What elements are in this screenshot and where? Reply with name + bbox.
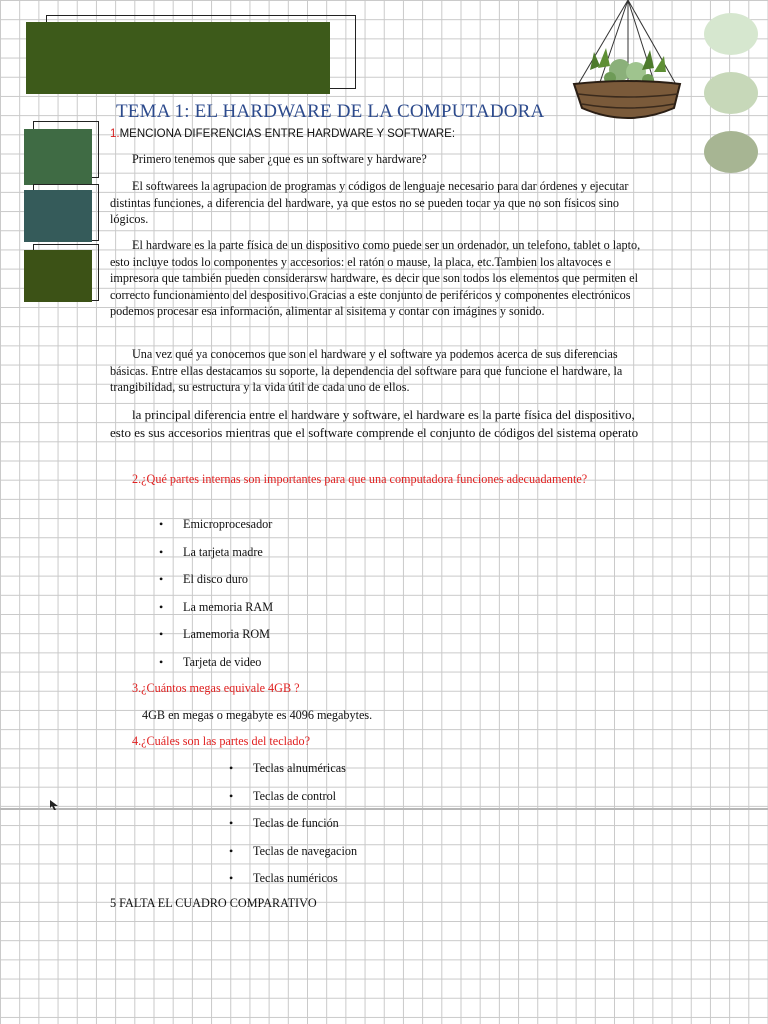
header-green-block — [26, 22, 330, 94]
decor-circle-light — [704, 13, 758, 55]
list-item: • Emicroprocesador — [183, 516, 273, 544]
list-item: • Teclas de navegacion — [253, 843, 357, 871]
page-title: TEMA 1: EL HARDWARE DE LA COMPUTADORA — [116, 101, 545, 122]
paragraph-3: El hardware es la parte física de un dispositivo como puede ser un ordenador, un telefono, tablet o lapto, esto incluye todos lo componentes y accesorios: el ratón o mause, la placa, etc.Tambien los altavoces e impresora que también pueden considerarsw hardware, es decir que son todos los elementos que permiten el correcto funcionamiento del despositivo.Gracias a este conjunto de periféricos y componentes electrónicos podemos procesar esa información, alimentar al sisitema y contar con imágines y sonido. — [110, 238, 641, 318]
question-4-list — [253, 760, 357, 898]
page-break-line — [0, 808, 768, 810]
question-1-number: 1. — [110, 128, 120, 140]
list-item: • Teclas numéricos — [253, 870, 357, 898]
question-2-list — [183, 516, 273, 681]
list-item: • Teclas de control — [253, 788, 357, 816]
question-2-heading: 2.¿Qué partes internas son importantes para que una computadora funciones adecuadamente? — [132, 472, 588, 486]
question-3-answer: 4GB en megas o megabyte es 4096 megabytes. — [142, 708, 373, 722]
paragraph-5: la principal diferencia entre el hardware y software, el hardware es la parte física del dispositivo, esto es sus accesorios mientras que el software comprende el conjunto de códigos del sistema operato — [110, 407, 639, 440]
question-5-note: 5 FALTA EL CUADRO COMPARATIVO — [110, 896, 317, 910]
hanging-plant-illustration — [570, 0, 686, 130]
paragraph-1: Primero tenemos que saber ¿que es un software y hardware? — [132, 152, 427, 166]
cursor-mark-icon — [50, 800, 58, 810]
paragraph-4: Una vez qué ya conocemos que son el hardware y el software ya podemos acerca de sus diferencias básicas. Entre ellas destacamos su soporte, la dependencia del software para que funcione el hardware, la trangibilidad, su estructura y la vida útil de cada uno de ellos. — [110, 347, 623, 394]
question-4-heading: 4.¿Cuáles son las partes del teclado? — [132, 734, 311, 748]
question-3-heading: 3.¿Cuántos megas equivale 4GB ? — [132, 681, 300, 695]
list-item: • La memoria RAM — [183, 599, 273, 627]
list-item: • Tarjeta de video — [183, 654, 273, 682]
question-1-heading — [110, 128, 455, 140]
list-item: • El disco duro — [183, 571, 273, 599]
left-block-teal — [24, 190, 92, 242]
list-item: • Teclas de función — [253, 815, 357, 843]
left-block-green — [24, 129, 92, 185]
paragraph-2: El softwarees la agrupacion de programas y códigos de lenguaje necesario para dar órdenes y ejecutar distintas funciones, a diferencia del hardware, ya que estos no se pueden tocar ya que no son físicos sino lógicos. — [110, 179, 629, 226]
decor-circle-dark — [704, 131, 758, 173]
list-item: • Lamemoria ROM — [183, 626, 273, 654]
list-item: • Teclas alnuméricas — [253, 760, 357, 788]
question-1-text: MENCIONA DIFERENCIAS ENTRE HARDWARE Y SOFTWARE: — [119, 128, 456, 140]
decor-circle-mid — [704, 72, 758, 114]
left-block-olive — [24, 250, 92, 302]
list-item: • La tarjeta madre — [183, 544, 273, 572]
